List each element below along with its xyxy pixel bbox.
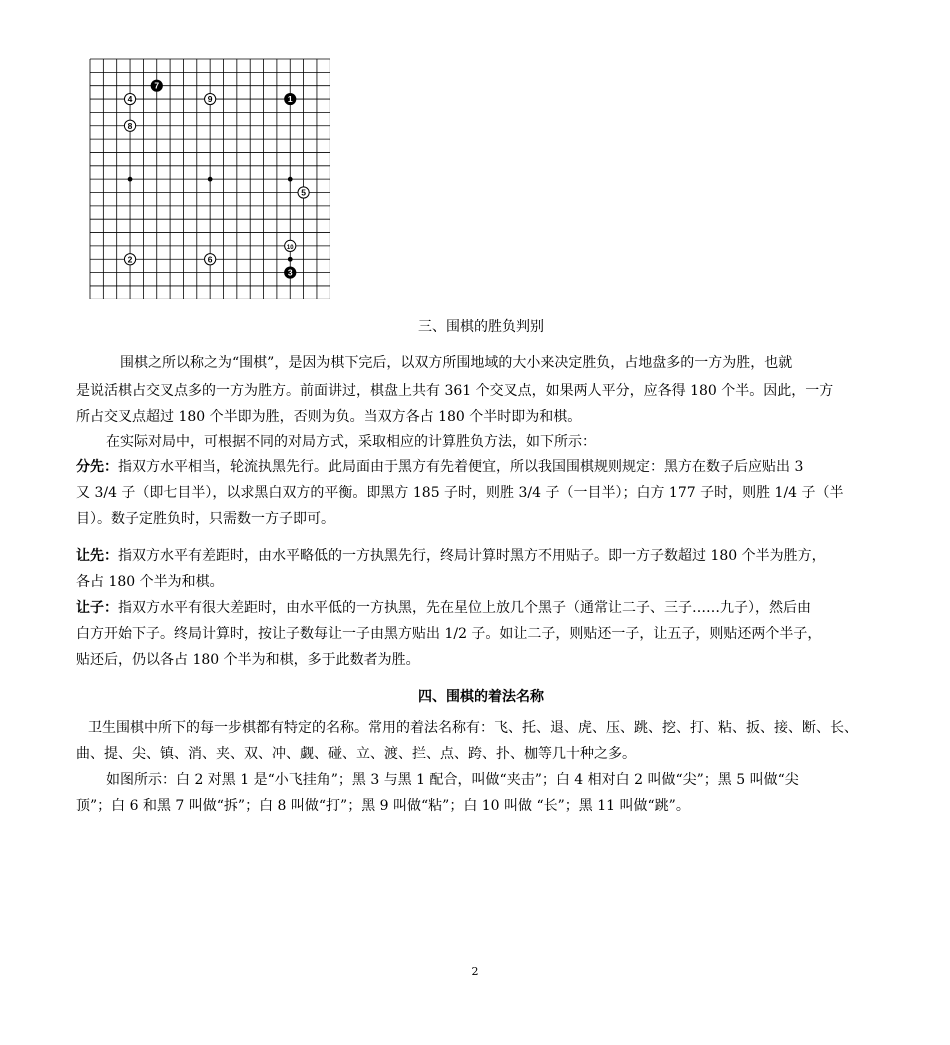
rangzi-line-2: 白方开始下子。终局计算时，按让子数每让一子由黑方贴出 1/2 子。如让二子，则贴还一子，让五子，则贴还两个半子， bbox=[76, 626, 822, 642]
stone-number: 7 bbox=[154, 80, 160, 91]
white-stone-10 bbox=[285, 240, 296, 251]
rangxian-text-1: 指双方水平有差距时，由水平略低的一方执黑先行，终局计算时黑方不用贴子。即一方子数超过 180 个半为胜方， bbox=[118, 548, 826, 564]
section-3-paragraph-2: 在实际对局中，可根据不同的对局方式，采取相应的计算胜负方法，如下所示： bbox=[106, 434, 596, 450]
star-point bbox=[288, 177, 293, 182]
section-4-paragraph-2-line-2: 顶”；白 6 和黑 7 叫做“拆”；白 8 叫做“打”；黑 9 叫做“粘”；白 10 叫做 “长”；黑 11 叫做“跳”。 bbox=[76, 798, 690, 814]
fenxian-term: 分先： bbox=[76, 459, 118, 475]
section-4-title: 四、围棋的着法名称 bbox=[418, 689, 544, 705]
fenxian-line-3: 目）。数子定胜负时，只需数一方子即可。 bbox=[76, 511, 335, 527]
stone-number: 1 bbox=[287, 94, 293, 105]
rangzi-term: 让子： bbox=[76, 600, 118, 616]
rangxian-line-2: 各占 180 个半为和棋。 bbox=[76, 574, 224, 590]
star-point bbox=[208, 177, 213, 182]
black-stone-1 bbox=[285, 93, 296, 104]
section-3-paragraph-1-line-1: 围棋之所以称之为“围棋”，是因为棋下完后，以双方所围地域的大小来决定胜负，占地盘多的一方为胜，也就 bbox=[120, 355, 793, 371]
white-stone-6 bbox=[205, 254, 216, 265]
star-point bbox=[128, 177, 133, 182]
white-stone-5 bbox=[298, 187, 309, 198]
white-stone-9 bbox=[205, 93, 216, 104]
stone-number: 8 bbox=[127, 120, 133, 131]
white-stone-4 bbox=[124, 93, 135, 104]
fenxian-line-1 bbox=[76, 456, 886, 479]
stone-number: 3 bbox=[287, 267, 293, 278]
stone-number: 5 bbox=[301, 187, 306, 198]
stone-number: 2 bbox=[127, 254, 133, 265]
fenxian-text-1: 指双方水平相当，轮流执黑先行。此局面由于黑方有先着便宜，所以我国围棋规则规定：黑方在数子后应贴出 3 bbox=[118, 459, 804, 475]
fenxian-line-2: 又 3/4 子（即七目半），以求黑白双方的平衡。即黑方 185 子时，则胜 3/4 子（一目半）；白方 177 子时，则胜 1/4 子（半 bbox=[76, 485, 844, 501]
section-3-title: 三、围棋的胜负判别 bbox=[418, 319, 544, 335]
stone-number: 9 bbox=[207, 94, 213, 105]
page-number: 2 bbox=[471, 965, 479, 978]
section-4-paragraph-2-line-1: 如图所示：白 2 对黑 1 是“小飞挂角”；黑 3 与黑 1 配合，叫做“夹击”；白 4 相对白 2 叫做“尖”；黑 5 叫做“尖 bbox=[106, 772, 799, 788]
black-stone-3 bbox=[285, 267, 296, 278]
stone-number: 10 bbox=[286, 244, 294, 251]
section-4-paragraph-1-line-1: 卫生围棋中所下的每一步棋都有特定的名称。常用的着法名称有：飞、托、退、虎、压、跳、挖、打、粘、扳、接、断、长、 bbox=[88, 720, 858, 736]
go-board-diagram bbox=[86, 57, 330, 299]
rangzi-text-1: 指双方水平有很大差距时，由水平低的一方执黑，先在星位上放几个黑子（通常让二子、三子……九子），然后由 bbox=[118, 600, 811, 616]
section-4-paragraph-1-line-2: 曲、提、尖、镇、消、夹、双、冲、觑、碰、立、渡、拦、点、跨、扑、枷等几十种之多。 bbox=[76, 746, 636, 762]
stone-number: 4 bbox=[127, 94, 133, 105]
black-stone-7 bbox=[151, 80, 162, 91]
rangzi-line-3: 贴还后，仍以各占 180 个半为和棋，多于此数者为胜。 bbox=[76, 652, 420, 668]
white-stone-8 bbox=[124, 120, 135, 131]
stone-number: 6 bbox=[207, 254, 213, 265]
rangxian-term: 让先： bbox=[76, 548, 118, 564]
section-3-paragraph-1-line-3: 所占交叉点超过 180 个半即为胜，否则为负。当双方各占 180 个半时即为和棋。 bbox=[76, 409, 582, 425]
rangzi-line-1 bbox=[76, 597, 886, 620]
white-stone-2 bbox=[124, 254, 135, 265]
star-point bbox=[288, 257, 293, 262]
rangxian-line-1 bbox=[76, 545, 886, 568]
section-3-paragraph-1-line-2: 是说活棋占交叉点多的一方为胜方。前面讲过，棋盘上共有 361 个交叉点，如果两人平分，应各得 180 个半。因此，一方 bbox=[76, 383, 834, 399]
